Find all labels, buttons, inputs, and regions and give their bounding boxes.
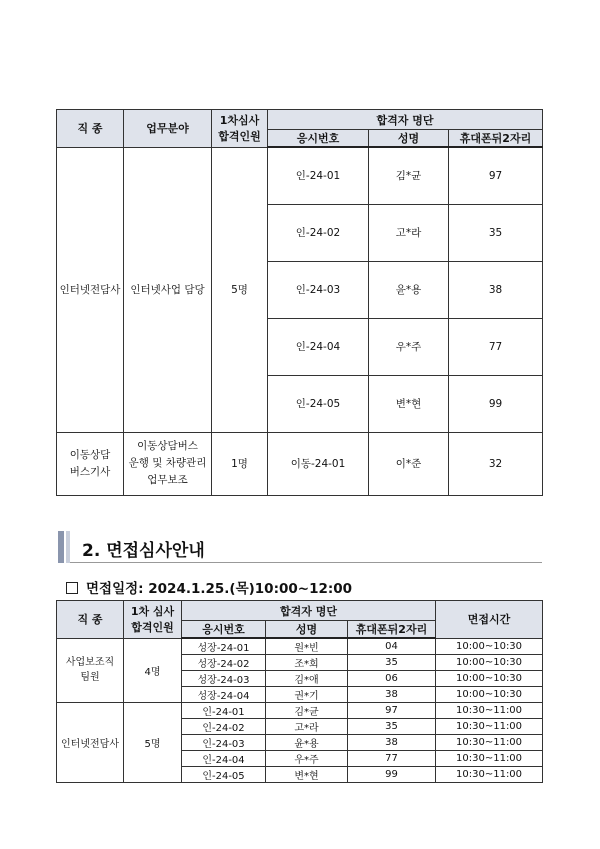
time-cell: 10:00~10:30 bbox=[436, 687, 543, 703]
header-exam-no: 응시번호 bbox=[268, 130, 369, 148]
checkbox-square-icon bbox=[66, 582, 78, 594]
name-cell: 김*균 bbox=[266, 703, 348, 719]
job-cell: 이동상담 버스기사 bbox=[57, 432, 124, 495]
header-first-pass: 1차 심사 합격인원 bbox=[124, 601, 182, 639]
exam-no-cell: 인-24-04 bbox=[182, 751, 266, 767]
schedule-line bbox=[66, 577, 352, 597]
time-cell: 10:30~11:00 bbox=[436, 719, 543, 735]
name-cell: 김*애 bbox=[266, 671, 348, 687]
field-cell: 인터넷사업 담당 bbox=[124, 147, 212, 432]
name-cell: 우*주 bbox=[266, 751, 348, 767]
count-cell: 5명 bbox=[124, 703, 182, 783]
header-exam-no: 응시번호 bbox=[182, 621, 266, 639]
exam-no-cell: 인-24-03 bbox=[182, 735, 266, 751]
phone-cell: 38 bbox=[348, 735, 436, 751]
passers-table bbox=[56, 109, 543, 496]
name-cell: 고*라 bbox=[369, 204, 449, 261]
phone-cell: 06 bbox=[348, 671, 436, 687]
header-phone: 휴대폰뒤2자리 bbox=[449, 130, 543, 148]
time-cell: 10:30~11:00 bbox=[436, 767, 543, 783]
job-cell: 인터넷전담사 bbox=[57, 703, 124, 783]
header-phone: 휴대폰뒤2자리 bbox=[348, 621, 436, 639]
phone-cell: 77 bbox=[449, 318, 543, 375]
header-job: 직 종 bbox=[57, 601, 124, 639]
name-cell: 윤*용 bbox=[266, 735, 348, 751]
exam-no-cell: 성장-24-03 bbox=[182, 671, 266, 687]
header-name: 성명 bbox=[266, 621, 348, 639]
field-cell: 이동상담버스 운행 및 차량관리 업무보조 bbox=[124, 432, 212, 495]
name-cell: 권*기 bbox=[266, 687, 348, 703]
schedule-label: 면접일정: 2024.1.25.(목)10:00~12:00 bbox=[86, 581, 353, 597]
phone-cell: 99 bbox=[348, 767, 436, 783]
name-cell: 원*빈 bbox=[266, 638, 348, 655]
exam-no-cell: 인-24-04 bbox=[268, 318, 369, 375]
header-name: 성명 bbox=[369, 130, 449, 148]
name-cell: 조*희 bbox=[266, 655, 348, 671]
time-cell: 10:00~10:30 bbox=[436, 671, 543, 687]
exam-no-cell: 인-24-02 bbox=[268, 204, 369, 261]
exam-no-cell: 성장-24-02 bbox=[182, 655, 266, 671]
name-cell: 변*현 bbox=[369, 375, 449, 432]
count-cell: 5명 bbox=[212, 147, 268, 432]
phone-cell: 04 bbox=[348, 638, 436, 655]
job-cell: 사업보조직 팀원 bbox=[57, 638, 124, 703]
time-cell: 10:00~10:30 bbox=[436, 638, 543, 655]
header-time: 면접시간 bbox=[436, 601, 543, 639]
name-cell: 변*현 bbox=[266, 767, 348, 783]
time-cell: 10:00~10:30 bbox=[436, 655, 543, 671]
heading-accent-bar bbox=[58, 531, 64, 563]
exam-no-cell: 인-24-01 bbox=[182, 703, 266, 719]
heading-accent-bar-light bbox=[66, 531, 70, 563]
header-first-pass: 1차심사 합격인원 bbox=[212, 110, 268, 148]
phone-cell: 77 bbox=[348, 751, 436, 767]
phone-cell: 97 bbox=[449, 147, 543, 204]
name-cell: 고*라 bbox=[266, 719, 348, 735]
heading-underline bbox=[70, 562, 542, 563]
interview-table bbox=[56, 600, 543, 783]
exam-no-cell: 인-24-03 bbox=[268, 261, 369, 318]
header-passers: 합격자 명단 bbox=[268, 110, 543, 130]
name-cell: 이*준 bbox=[369, 432, 449, 495]
count-cell: 1명 bbox=[212, 432, 268, 495]
name-cell: 우*주 bbox=[369, 318, 449, 375]
phone-cell: 35 bbox=[449, 204, 543, 261]
phone-cell: 38 bbox=[449, 261, 543, 318]
header-job: 직 종 bbox=[57, 110, 124, 148]
exam-no-cell: 이동-24-01 bbox=[268, 432, 369, 495]
exam-no-cell: 인-24-02 bbox=[182, 719, 266, 735]
time-cell: 10:30~11:00 bbox=[436, 751, 543, 767]
job-cell: 인터넷전담사 bbox=[57, 147, 124, 432]
header-passers: 합격자 명단 bbox=[182, 601, 436, 621]
name-cell: 윤*용 bbox=[369, 261, 449, 318]
time-cell: 10:30~11:00 bbox=[436, 703, 543, 719]
exam-no-cell: 인-24-05 bbox=[268, 375, 369, 432]
section-title: 2. 면접심사안내 bbox=[82, 541, 205, 561]
count-cell: 4명 bbox=[124, 638, 182, 703]
phone-cell: 35 bbox=[348, 719, 436, 735]
exam-no-cell: 인-24-01 bbox=[268, 147, 369, 204]
phone-cell: 35 bbox=[348, 655, 436, 671]
exam-no-cell: 성장-24-04 bbox=[182, 687, 266, 703]
phone-cell: 99 bbox=[449, 375, 543, 432]
time-cell: 10:30~11:00 bbox=[436, 735, 543, 751]
phone-cell: 97 bbox=[348, 703, 436, 719]
header-field: 업무분야 bbox=[124, 110, 212, 148]
phone-cell: 38 bbox=[348, 687, 436, 703]
exam-no-cell: 인-24-05 bbox=[182, 767, 266, 783]
phone-cell: 32 bbox=[449, 432, 543, 495]
name-cell: 김*균 bbox=[369, 147, 449, 204]
exam-no-cell: 성장-24-01 bbox=[182, 638, 266, 655]
section-heading bbox=[58, 531, 542, 563]
